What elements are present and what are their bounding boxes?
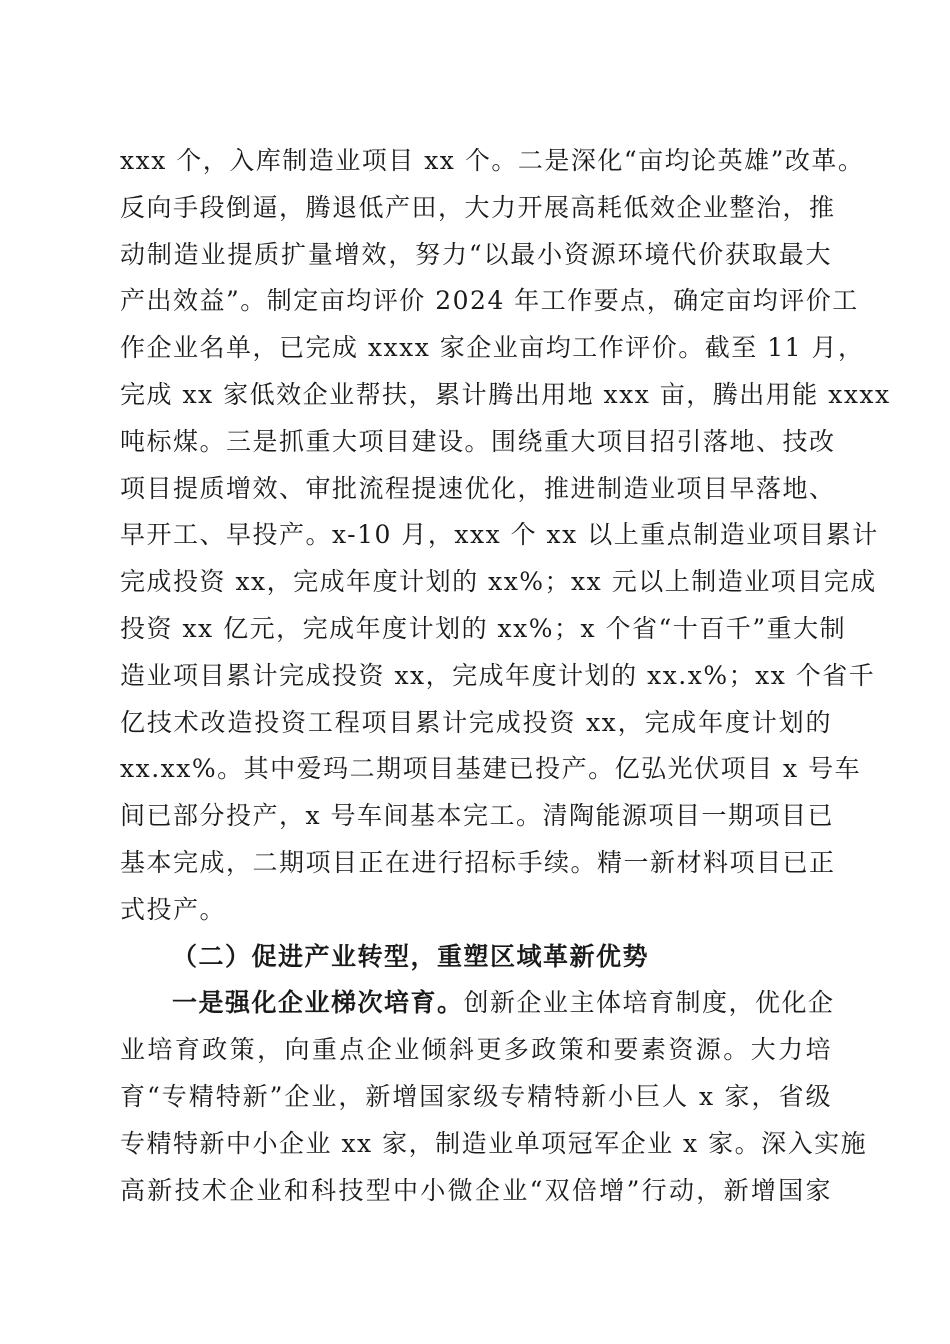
para2-line-5: 高新技术企业和科技型中小微企业“双倍增”行动，新增国家 — [120, 1175, 832, 1205]
para2-line-2: 业培育政策，向重点企业倾斜更多政策和要素资源。大力培 — [120, 1035, 832, 1065]
para2-line-4: 专精特新中小企业 xx 家，制造业单项冠军企业 x 家。深入实施 — [120, 1128, 868, 1158]
text-line-2: 反向手段倒逼，腾退低产田，大力开展高耗低效企业整治，推 — [120, 192, 836, 222]
text-line-13: 亿技术改造投资工程项目累计完成投资 xx，完成年度计划的 — [120, 707, 832, 737]
text-line-9: 早开工、早投产。x-10 月，xxx 个 xx 以上重点制造业项目累计 — [120, 520, 879, 550]
text-line-5: 作企业名单，已完成 xxxx 家企业亩均工作评价。截至 11 月， — [120, 333, 865, 363]
para2-lead: 一是强化企业梯次培育。 — [172, 988, 464, 1018]
text-line-14: xx.xx%。其中爱玛二期项目基建已投产。亿弘光伏项目 x 号车 — [120, 754, 862, 784]
text-line-11: 投资 xx 亿元，完成年度计划的 xx%；x 个省“十百千”重大制 — [120, 613, 847, 643]
para2-first-line — [120, 980, 835, 1027]
text-line-7: 吨标煤。三是抓重大项目建设。围绕重大项目招引落地、技改 — [120, 426, 836, 456]
text-line-3: 动制造业提质扩量增效，努力“以最小资源环境代价获取最大 — [120, 239, 832, 269]
section-heading: （二）促进产业转型，重塑区域革新优势 — [172, 941, 650, 971]
para2-first-rest: 创新企业主体培育制度，优化企 — [463, 988, 835, 1018]
text-line-1: xxx 个，入库制造业项目 xx 个。二是深化“亩均论英雄”改革。 — [120, 146, 865, 175]
text-line-4: 产出效益”。制定亩均评价 2024 年工作要点，确定亩均评价工 — [120, 286, 859, 316]
text-line-17: 式投产。 — [120, 894, 227, 924]
text-line-16: 基本完成，二期项目正在进行招标手续。精一新材料项目已正 — [120, 847, 836, 877]
text-line-6: 完成 xx 家低效企业帮扶，累计腾出用地 xxx 亩，腾出用能 xxxx — [120, 379, 891, 409]
para2-line-3: 育“专精特新”企业，新增国家级专精特新小巨人 x 家，省级 — [120, 1081, 832, 1111]
text-line-10: 完成投资 xx，完成年度计划的 xx%；xx 元以上制造业项目完成 — [120, 567, 877, 597]
body-text — [120, 138, 891, 1214]
text-line-8: 项目提质增效、审批流程提速优化，推进制造业项目早落地、 — [120, 473, 836, 503]
text-line-12: 造业项目累计完成投资 xx，完成年度计划的 xx.x%；xx 个省千 — [120, 660, 876, 690]
text-line-15: 间已部分投产，x 号车间基本完工。清陶能源项目一期项目已 — [120, 801, 835, 831]
